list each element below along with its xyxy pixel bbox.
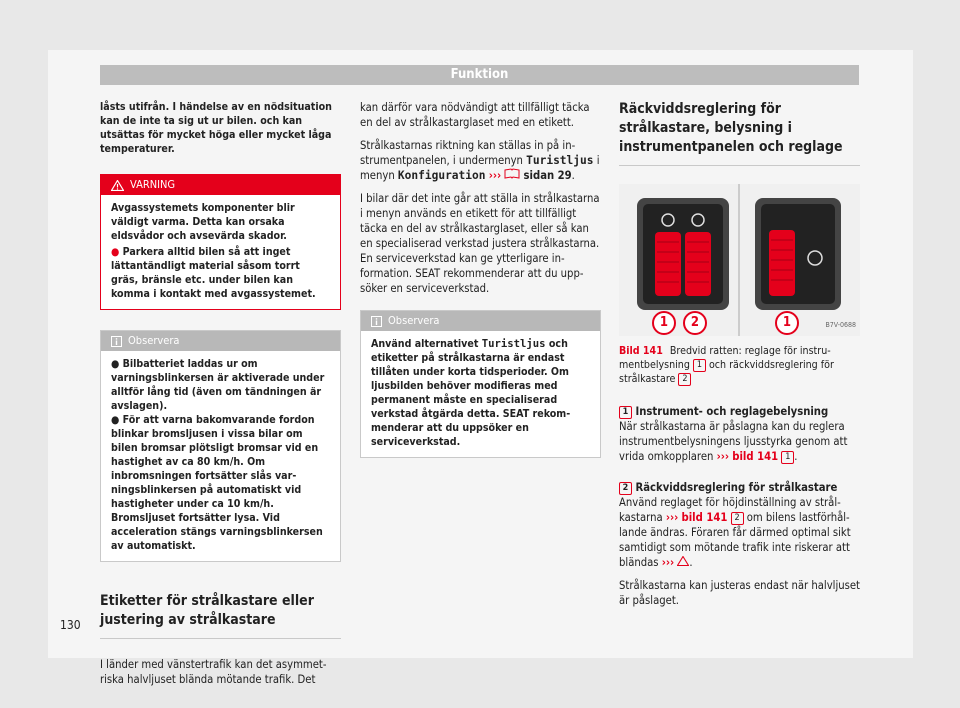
paragraph: När strålkastarna är påslagna kan du reglera instrumentbelysningens ljusstyrka genom att vrida omkopplaren ››› bild 141 1 . [619, 420, 848, 463]
paragraph: Strålkastarna kan justeras endast när halvljuset är påslaget. [619, 579, 861, 607]
menu-name: Turistljus [481, 338, 546, 350]
intro-text: låsts utifrån. I händelse av en nödsituation kan de inte ta sig ut ur bilen. och kan utsättas för mycket höga eller mycket låga temperaturer. [100, 101, 332, 155]
note-box-1 [100, 330, 341, 562]
menu-name: Turistljus [526, 154, 594, 167]
section-title-labels: Etiketter för strålkastare eller justering av strålkastare [100, 592, 341, 639]
paragraph: I bilar där det inte går att ställa in strålkastarna i menyn används en etikett för att tillfälligt täcka en del av strålkastarglaset, eller så kan en specialiserad verkstad justera strålkastarna. En serviceverkstad kan ge ytterligare information. SEAT rekommenderar att du uppsöker en serviceverkstad. [360, 192, 600, 295]
paragraph: Strålkastarnas riktning kan ställas in på instrumentpanelen, i undermenyn Turistljus i menyn Konfiguration ››› sidan 29. [360, 139, 600, 182]
section-title-range: Räckviddsreglering för strålkastare, belysning i instrumentpanelen och reglage [619, 100, 860, 166]
book-icon [504, 168, 520, 179]
column-1 [100, 100, 341, 695]
figure-link[interactable]: bild 141 [681, 511, 728, 524]
paragraph: kan därför vara nödvändigt att tillfälligt täcka en del av strålkastarglaset med en etikett. [360, 101, 590, 129]
section-text: I länder med vänstertrafik kan det asymmetriska halvljuset blända mötande trafik. Det [100, 658, 327, 686]
arrow-icon: ››› [665, 511, 679, 524]
subhead-1: 1 Instrument- och reglagebelysning [619, 404, 860, 419]
paragraph: Använd reglaget för höjdinställning av strålkastarna ››› bild 141 2 om bilens lastförhållande ändras. Föraren får därmed optimal sikt samtidigt som mötande trafik inte riskerar att bländas ››› . [619, 496, 851, 569]
warning-triangle-icon [677, 556, 689, 566]
warning-bullet: Parkera alltid bilen så att inget lättantändligt material såsom torrt gräs, bränsle etc. under bilen kan komma i kontakt med avgassystemet. [111, 246, 316, 300]
subhead-2: 2 Räckviddsreglering för strålkastare [619, 480, 860, 495]
figure-callout: 1 [775, 311, 799, 335]
menu-name: Konfiguration [397, 169, 486, 182]
arrow-icon: ››› [661, 556, 675, 569]
bullet-icon: ● [111, 246, 123, 258]
note-item: ● För att varna bakomvarande fordon blinkar bromsljusen i vissa bilar om bilen bromsar plötsligt bromsar vid en hastighet av ca 80 km/h. Om inbromsningen fortsätter slås varningsblinkersen på automatiskt vid hastigheter under ca 10 km/h. Bromsljuset fortsätter lysa. Vid acceleration stängs varningsblinkersen av automatiskt. [111, 414, 323, 552]
column-2 [360, 100, 601, 458]
warning-text: Avgassystemets komponenter blir väldigt varma. Detta kan orsaka eldsvådor och avsevärda skador. [111, 202, 295, 242]
figure-caption: Bild 141 Bredvid ratten: reglage för instrumentbelysning 1 och räckviddsreglering för strålkastare 2 [619, 345, 834, 385]
info-icon [371, 316, 382, 327]
figure-callout: 1 [652, 311, 676, 335]
note-box-2: Observera Använd alternativet Turistljus och etiketter på strålkastarna är endast tillåten under korta tidsperioder. Om ljusbilden behöver modifieras med permanent måste en specialiserad verkstad åtgärda detta. SEAT rekommenderar att du uppsöker en serviceverkstad. [360, 310, 601, 458]
bullet-icon: ● [111, 358, 123, 370]
page-number: 130 [60, 618, 81, 632]
figure-link[interactable]: bild 141 [732, 450, 779, 463]
bullet-icon: ● [111, 414, 123, 426]
note-label: Observera [128, 334, 180, 347]
warning-box [100, 174, 341, 310]
figure-code: B7V-0688 [825, 321, 856, 329]
arrow-icon: ››› [716, 450, 730, 463]
warning-triangle-icon [111, 180, 124, 191]
info-icon [111, 336, 122, 347]
warning-label: VARNING [130, 178, 176, 191]
column-3 [619, 100, 860, 616]
note-label: Observera [388, 314, 440, 327]
figure-callout: 2 [683, 311, 707, 335]
note-item: ● Bilbatteriet laddas ur om varningsblinkersen är aktiverade under alltför lång tid (även om tändningen är avslagen). [111, 358, 325, 412]
arrow-icon: ››› [488, 169, 502, 182]
figure-controls [619, 184, 860, 336]
page-header: Funktion [100, 65, 859, 85]
